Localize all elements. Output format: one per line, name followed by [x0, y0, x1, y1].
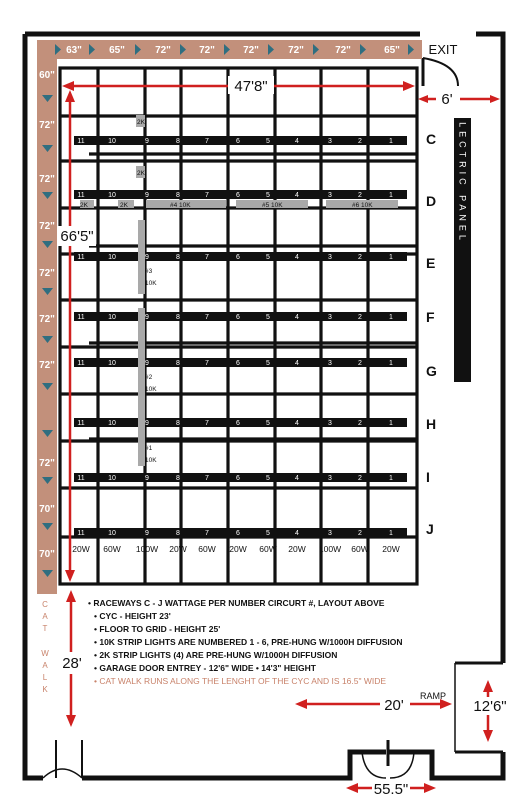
- circuit-number: 11: [77, 360, 85, 367]
- cyc-side-dim: 70": [39, 549, 55, 560]
- circuit-number: 9: [145, 138, 149, 145]
- circuit-number: 9: [145, 475, 149, 482]
- light-label: #1: [145, 445, 153, 452]
- circuit-number: 1: [389, 192, 393, 199]
- light-label: 2K: [80, 202, 88, 209]
- ramp-label: RAMP: [419, 691, 447, 701]
- wattage-label: 60W: [351, 544, 369, 554]
- raceway-label: F: [426, 309, 435, 325]
- circuit-number: 10: [108, 314, 116, 321]
- circuit-number: 11: [77, 420, 85, 427]
- cat-walk-letter: L: [42, 673, 48, 682]
- circuit-number: 9: [145, 360, 149, 367]
- circuit-number: 10: [108, 530, 116, 537]
- circuit-number: 6: [236, 360, 240, 367]
- cyc-width-dim: 65": [384, 45, 400, 56]
- light-label: 10K: [145, 457, 157, 464]
- circuit-number: 6: [236, 420, 240, 427]
- note-item: • CAT WALK RUNS ALONG THE LENGHT OF THE CYC AND IS 16.5" WIDE: [94, 676, 387, 686]
- length-dimension: [58, 90, 96, 582]
- raceway-label: E: [426, 255, 436, 271]
- circuit-number: 10: [108, 420, 116, 427]
- circuit-number: 8: [176, 475, 180, 482]
- garage-width-label: 20': [384, 697, 404, 714]
- circuit-number: 11: [77, 192, 85, 199]
- electric-panel-label: ELECTRIC PANEL: [457, 112, 468, 244]
- raceway-bar: [74, 190, 407, 199]
- note-item: • 10K STRIP LIGHTS ARE NUMBERED 1 - 6, PRE-HUNG W/1000H DIFFUSION: [94, 637, 403, 647]
- circuit-number: 4: [295, 360, 299, 367]
- circuit-number: 11: [77, 254, 85, 261]
- floor-depth-dimension: [58, 590, 86, 727]
- circuit-number: 5: [266, 420, 270, 427]
- cat-walk-letter: A: [42, 612, 48, 621]
- circuit-number: 8: [176, 360, 180, 367]
- circuit-number: 10: [108, 254, 116, 261]
- circuit-number: 5: [266, 192, 270, 199]
- circuit-number: 4: [295, 192, 299, 199]
- door-width-label: 55.5": [373, 781, 409, 798]
- circuit-number: 7: [205, 138, 209, 145]
- raceway-label: H: [426, 416, 437, 432]
- wattage-label: 20W: [169, 544, 187, 554]
- cyc-width-dim: 72": [155, 45, 171, 56]
- cat-walk-letter: A: [42, 661, 48, 670]
- circuit-number: 3: [328, 475, 332, 482]
- circuit-number: 2: [358, 314, 362, 321]
- cat-walk-letter: W: [41, 649, 49, 658]
- cyc-side-dim: 72": [39, 268, 55, 279]
- cyc-side-dim: 72": [39, 221, 55, 232]
- exit-offset-dimension: [418, 90, 500, 108]
- light-label: #5 10K: [262, 202, 283, 209]
- light-label: 10K: [145, 386, 157, 393]
- circuit-number: 5: [266, 360, 270, 367]
- width-dimension: [62, 76, 415, 95]
- notes-list: [88, 598, 403, 686]
- circuit-number: 10: [108, 138, 116, 145]
- cyc-width-dim: 72": [335, 45, 351, 56]
- garage-height-dimension: [472, 680, 508, 742]
- circuit-number: 6: [236, 475, 240, 482]
- circuit-number: 8: [176, 530, 180, 537]
- circuit-number: 3: [328, 254, 332, 261]
- note-item: • GARAGE DOOR ENTREY - 12'6" WIDE • 14'3" HEIGHT: [94, 663, 316, 673]
- cyc-width-dim: 72": [243, 45, 259, 56]
- circuit-number: 8: [176, 420, 180, 427]
- wattage-label: 60W: [259, 544, 277, 554]
- circuit-number: 2: [358, 420, 362, 427]
- circuit-number: 3: [328, 530, 332, 537]
- circuit-number: 3: [328, 314, 332, 321]
- cyc-width-dim: 63": [66, 45, 82, 56]
- light-label: 2K: [120, 202, 128, 209]
- light-label: #4 10K: [170, 202, 191, 209]
- light-label: #2: [145, 374, 153, 381]
- circuit-number: 7: [205, 360, 209, 367]
- note-item: • FLOOR TO GRID - HEIGHT 25': [94, 624, 221, 634]
- circuit-number: 9: [145, 530, 149, 537]
- circuit-number: 11: [77, 530, 85, 537]
- circuit-number: 4: [295, 138, 299, 145]
- circuit-number: 4: [295, 420, 299, 427]
- circuit-number: 5: [266, 254, 270, 261]
- circuit-number: 6: [236, 138, 240, 145]
- circuit-number: 7: [205, 420, 209, 427]
- circuit-number: 5: [266, 475, 270, 482]
- circuit-number: 7: [205, 254, 209, 261]
- circuit-number: 8: [176, 314, 180, 321]
- circuit-number: 10: [108, 192, 116, 199]
- wattage-label: 20W: [229, 544, 247, 554]
- circuit-number: 5: [266, 138, 270, 145]
- width-label: 47'8": [234, 78, 268, 95]
- note-item: • RACEWAYS C - J WATTAGE PER NUMBER CIRCURT #, LAYOUT ABOVE: [88, 598, 385, 608]
- circuit-number: 6: [236, 254, 240, 261]
- note-item: • 2K STRIP LIGHTS (4) ARE PRE-HUNG W/1000H DIFFUSION: [94, 650, 338, 660]
- raceway-bar: [74, 418, 407, 427]
- light-10k: [138, 398, 145, 466]
- raceway-label: J: [426, 521, 434, 537]
- circuit-number: 8: [176, 254, 180, 261]
- wattage-label: 20W: [382, 544, 400, 554]
- cyc-side-dim: 72": [39, 360, 55, 371]
- cyc-side-dim: 70": [39, 504, 55, 515]
- raceway-label: I: [426, 469, 430, 485]
- circuit-number: 4: [295, 314, 299, 321]
- exit-label: EXIT: [428, 42, 458, 57]
- circuit-number: 2: [358, 530, 362, 537]
- raceway-bar: [74, 312, 407, 321]
- wattage-label: 60W: [198, 544, 216, 554]
- circuit-number: 2: [358, 138, 362, 145]
- garage-width-dimension: [295, 691, 452, 714]
- circuit-number: 1: [389, 314, 393, 321]
- garage-height-label: 12'6": [473, 698, 507, 715]
- circuit-number: 3: [328, 360, 332, 367]
- exit-offset-label: 6': [441, 91, 453, 108]
- light-label: #6 10K: [352, 202, 373, 209]
- circuit-number: 1: [389, 475, 393, 482]
- circuit-number: 6: [236, 192, 240, 199]
- raceway-bar: [74, 252, 407, 261]
- circuit-number: 1: [389, 360, 393, 367]
- circuit-number: 10: [108, 475, 116, 482]
- circuit-number: 4: [295, 475, 299, 482]
- circuit-number: 1: [389, 254, 393, 261]
- circuit-number: 9: [145, 420, 149, 427]
- circuit-number: 7: [205, 192, 209, 199]
- circuit-number: 8: [176, 192, 180, 199]
- light-label: 2K: [137, 119, 145, 126]
- cyc-width-dim: 65": [109, 45, 125, 56]
- circuit-number: 3: [328, 138, 332, 145]
- cat-walk-letter: T: [42, 624, 48, 633]
- raceway-bar: [74, 136, 407, 145]
- circuit-number: 11: [77, 475, 85, 482]
- circuit-number: 4: [295, 530, 299, 537]
- cat-walk-label: [41, 600, 49, 694]
- circuit-number: 4: [295, 254, 299, 261]
- circuit-number: 1: [389, 530, 393, 537]
- cyc-side-dim: 72": [39, 174, 55, 185]
- cat-walk-letter: C: [42, 600, 48, 609]
- floor-depth-label: 28': [62, 655, 82, 672]
- circuit-number: 2: [358, 475, 362, 482]
- light-label: #3: [145, 268, 153, 275]
- length-label: 66'5": [60, 228, 94, 245]
- raceway-label: C: [426, 131, 437, 147]
- bottom-left-door[interactable]: [43, 740, 82, 778]
- wattage-label: 20W: [288, 544, 306, 554]
- circuit-number: 7: [205, 530, 209, 537]
- light-label: 10K: [145, 280, 157, 287]
- lighting-grid: [60, 68, 437, 584]
- circuit-number: 11: [77, 314, 85, 321]
- cyc-side-dim: 72": [39, 314, 55, 325]
- circuit-number: 9: [145, 254, 149, 261]
- cyc-side-dim: 72": [39, 458, 55, 469]
- raceway-bar: [74, 528, 407, 537]
- cat-walk-letter: K: [42, 685, 48, 694]
- cyc-width-dim: 72": [199, 45, 215, 56]
- circuit-number: 5: [266, 314, 270, 321]
- circuit-number: 11: [77, 138, 85, 145]
- circuit-number: 8: [176, 138, 180, 145]
- circuit-number: 1: [389, 420, 393, 427]
- raceway-bar: [74, 358, 407, 367]
- cyc-width-dim: 72": [288, 45, 304, 56]
- exit-door[interactable]: [423, 42, 458, 86]
- circuit-number: 2: [358, 360, 362, 367]
- cyc-side-dim: 72": [39, 120, 55, 131]
- raceway-bar: [74, 473, 407, 482]
- circuit-number: 2: [358, 254, 362, 261]
- circuit-number: 7: [205, 314, 209, 321]
- circuit-number: 6: [236, 314, 240, 321]
- wattage-label: 20W: [72, 544, 90, 554]
- door-width-dimension: [346, 779, 436, 798]
- circuit-number: 5: [266, 530, 270, 537]
- circuit-number: 6: [236, 530, 240, 537]
- circuit-number: 2: [358, 192, 362, 199]
- electric-panel: [454, 112, 471, 382]
- circuit-number: 9: [145, 192, 149, 199]
- light-10k: [138, 220, 145, 294]
- raceway-label: D: [426, 193, 437, 209]
- circuit-number: 7: [205, 475, 209, 482]
- note-item: • CYC - HEIGHT 23': [94, 611, 171, 621]
- cyc-side-dim: 60": [39, 70, 55, 81]
- raceway-label: G: [426, 363, 437, 379]
- circuit-number: 3: [328, 420, 332, 427]
- circuit-number: 3: [328, 192, 332, 199]
- wattage-label: 100W: [135, 544, 159, 554]
- circuit-number: 1: [389, 138, 393, 145]
- light-label: 2K: [137, 170, 145, 177]
- circuit-number: 10: [108, 360, 116, 367]
- circuit-number: 9: [145, 314, 149, 321]
- bottom-double-door[interactable]: [350, 740, 432, 778]
- wattage-label: 60W: [103, 544, 121, 554]
- wattage-label: 100W: [318, 544, 342, 554]
